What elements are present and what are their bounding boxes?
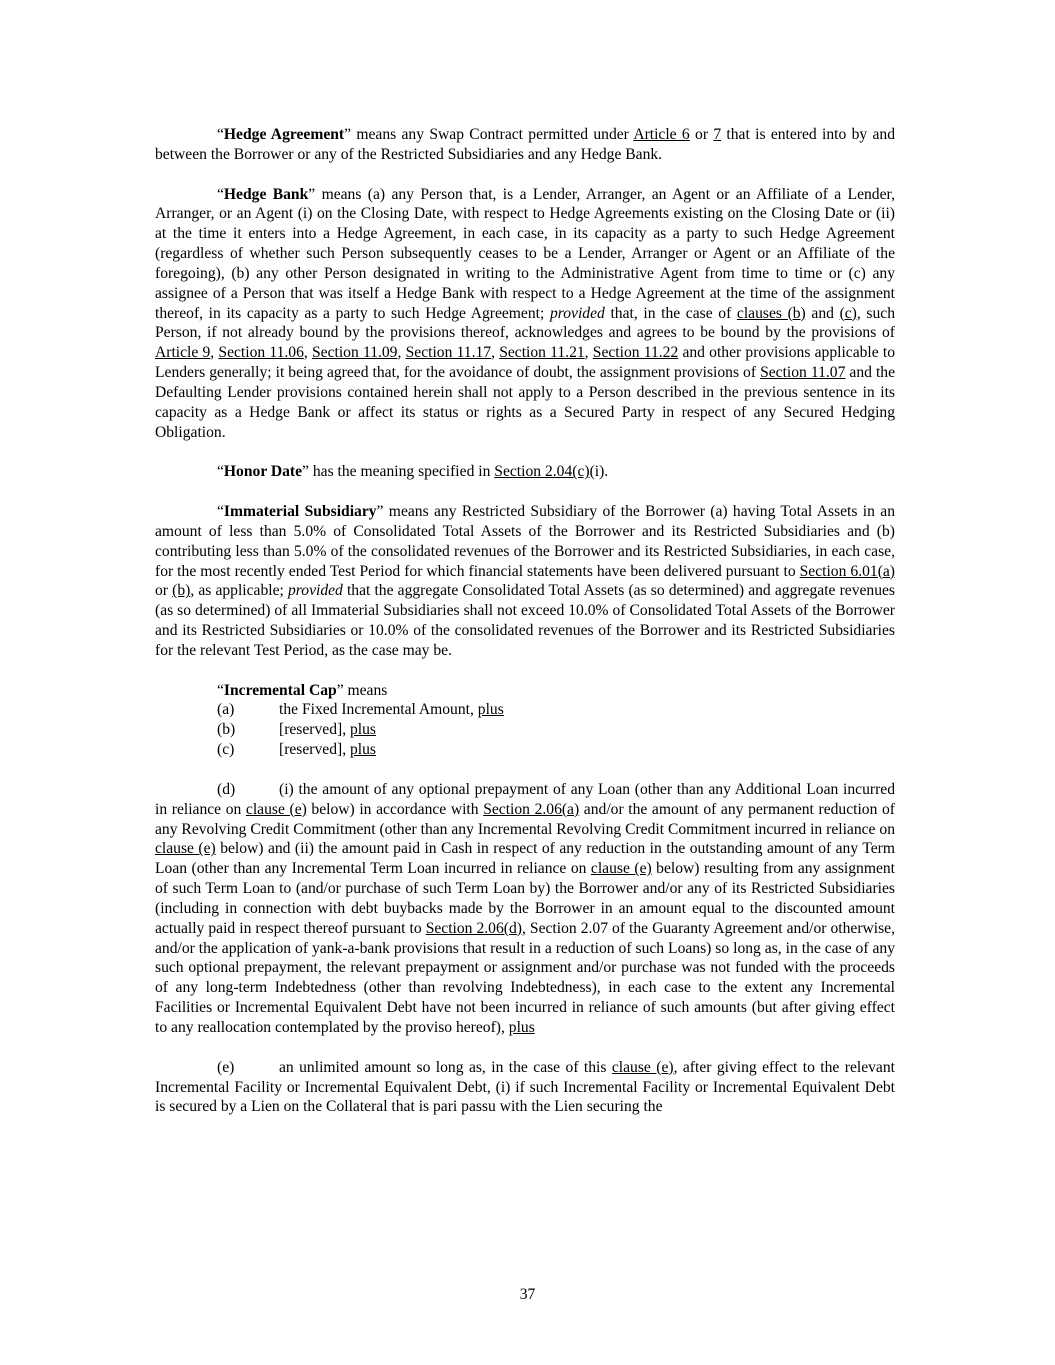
separator-text: , [584, 344, 593, 362]
definition-text: and [805, 304, 840, 322]
cross-reference-link[interactable]: Article 6 [633, 126, 690, 143]
definition-text: , such Person, if not already bound by the provisions thereof, acknowledges and agrees to be bound by the provisions of [155, 304, 895, 342]
cross-reference-link[interactable]: Section 2.04(c) [494, 463, 590, 481]
cross-reference-link[interactable]: clause (e) [245, 800, 307, 818]
definition-text: that, in the case of [604, 304, 737, 322]
item-body: , Section 2.07 of the Guaranty Agreement and/or otherwise, and/or the application of yank-a-bank provisions that result in a reduction of such Loans) so long as, in the case of any such optional prepayment, the relevant prepayment or assignment and/or purchase was not funded with the proceeds of any long-term Indebtedness (other than revolving Indebtedness), in each case to the extent any Incremental Facilities or Incremental Equivalent Debt have not been incurred in reliance of such amounts (but after giving effect to any reallocation contemplated by the proviso hereof), [155, 919, 895, 1036]
definition-text: means (a) any Person that, is a Lender, Arranger, an Agent or an Affiliate of a Lender, Arranger, or an Agent (i) on the Closing Date, with respect to Hedge Agreements existing on the Closing Date or (ii) at the time it enters into a Hedge Agreement, in each case, in its capacity as a party to such Hedge Agreement (regardless of whether such Person subsequently ceases to be a Lender, Arranger or Agent or an Affiliate of the foregoing), (b) any other Person designated in writing to the Administrative Agent from time to time or (c) any assignee of a Person that was itself a Hedge Bank with respect to a Hedge Agreement at the time of the assignment thereof, in its capacity as a party to such Hedge Agreement; [155, 185, 895, 322]
proviso-term: provided [287, 582, 343, 600]
definition-text: means any Swap Contract permitted under [351, 126, 634, 143]
item-text [279, 700, 504, 720]
definition-text: means any Restricted Subsidiary of the Borrower (a) having Total Assets in an amount of less than 5.0% of Consolidated Total Assets of the Borrower and its Restricted Subsidiaries and (b) contributing less than 5.0% of the consolidated revenues of the Borrower and its Restricted Subsidiaries, in each case, for the most recently ended Test Period for which financial statements have been delivered pursuant to [155, 503, 895, 580]
item-body: the Fixed Incremental Amount, [279, 701, 478, 719]
item-body: and/or the amount of any permanent reduction of any Revolving Credit Commitment (other than any Incremental Revolving Credit Commitment incurred in reliance on [155, 800, 895, 838]
definition-text: or [689, 126, 714, 143]
item-label: (d) [217, 780, 236, 798]
definition-text: has the meaning specified in [308, 463, 495, 481]
cross-reference-link[interactable]: clause (e) [590, 860, 652, 878]
definition-text: or [155, 582, 173, 600]
cross-reference-link[interactable]: (c) [839, 304, 857, 322]
cross-reference-link[interactable]: Section 11.17 [405, 344, 492, 362]
item-body: below) and (ii) the amount paid in Cash in respect of any reduction in the outstanding amount of any Term Loan (other than any Incremental Term Loan incurred in reliance on [155, 840, 896, 878]
cross-reference-link[interactable]: Section 11.21 [499, 344, 585, 362]
item-label: (e) [217, 1058, 235, 1076]
definition-text: that the aggregate Consolidated Total Assets (as so determined) and aggregate revenues (as so determined) of all Immaterial Subsidiaries shall not exceed 10.0% of Consolidated Total Assets of the Borrower and its Restricted Subsidiaries or 10.0% of the consolidated revenues of the Borrower and its Restricted Subsidiaries for the relevant Test Period, as the case may be. [155, 582, 895, 659]
item-body: [reserved], [279, 721, 350, 739]
plus-term: plus [350, 721, 376, 739]
cross-reference-link[interactable]: clause (e) [155, 840, 216, 858]
item-text [279, 740, 376, 760]
proviso-term: provided [549, 304, 605, 322]
definition-text: means [343, 681, 388, 699]
list-item-a [217, 700, 895, 720]
close-quote: ” [302, 463, 309, 481]
cross-reference-link[interactable]: Section 2.06(a) [483, 800, 580, 818]
definition-hedge-bank [155, 185, 895, 443]
definition-text: , as applicable; [190, 582, 288, 600]
open-quote: “ [217, 185, 224, 203]
defined-term: Incremental Cap [223, 681, 337, 699]
list-item-c [217, 740, 895, 760]
cross-reference-link[interactable]: 7 [713, 126, 722, 143]
plus-term: plus [350, 741, 376, 759]
item-body: below) resulting from any assignment of such Term Loan to (and/or purchase of such Term Loan by) the Borrower and/or any of its Restricted Subsidiaries (including in connection with debt buybacks made by the Borrower in an amount equal to the discounted amount actually paid in respect thereof pursuant to [155, 860, 895, 937]
item-body: (i) the amount of any optional prepayment of any Loan (other than any Additional Loan incurred in reliance on [155, 780, 895, 818]
definition-text: and the Defaulting Lender provisions contained herein shall not apply to a Person described in the previous sentence in its capacity as a Hedge Bank or affect its status or rights as a Secured Party in respect of any Secured Hedging Obligation. [155, 364, 895, 441]
cross-reference-link[interactable]: Section 11.06 [218, 344, 304, 362]
definition-text: that is entered into by and between the Borrower or any of the Restricted Subsidiaries and any Hedge Bank. [155, 126, 895, 163]
list-item-b [217, 720, 895, 740]
plus-term: plus [477, 701, 504, 719]
close-quote: ” [376, 503, 384, 521]
definition-text: (i). [589, 463, 609, 481]
defined-term: Hedge Bank [223, 185, 309, 203]
item-body: below) in accordance with [306, 800, 484, 818]
defined-term: Immaterial Subsidiary [223, 503, 377, 521]
item-label: (b) [217, 721, 236, 739]
item-label: (a) [217, 701, 235, 719]
item-label: (c) [217, 741, 235, 759]
cross-reference-link[interactable]: Section 11.07 [760, 364, 846, 382]
cross-reference-link[interactable]: clauses (b) [736, 304, 806, 322]
definition-hedge-agreement [155, 125, 895, 165]
separator-text: , [303, 344, 312, 362]
close-quote: ” [308, 185, 316, 203]
item-body: , after giving effect to the relevant Incremental Facility or Incremental Equivalent Debt, (i) if such Incremental Facility or Incremental Equivalent Debt is secured by a Lien on the Collateral that is pari passu with the Lien securing the [155, 1058, 895, 1116]
cross-reference-link[interactable]: (b) [172, 582, 191, 600]
close-quote: ” [336, 681, 344, 699]
defined-term: Hedge Agreement [223, 126, 345, 143]
cross-reference-link[interactable]: Section 2.06(d) [425, 919, 522, 937]
cross-reference-link[interactable]: Section 11.09 [312, 344, 398, 362]
definition-incremental-cap [155, 681, 895, 701]
definition-honor-date [155, 462, 895, 482]
separator-text: , [210, 344, 219, 362]
cross-reference-link[interactable]: clause (e) [611, 1058, 674, 1076]
close-quote: ” [344, 126, 352, 143]
separator-text: , [397, 344, 406, 362]
document-page [155, 125, 895, 1117]
item-body: an unlimited amount so long as, in the case of this [279, 1058, 612, 1076]
cross-reference-link[interactable]: Article 9 [155, 344, 211, 362]
item-body: [reserved], [279, 741, 350, 759]
definition-text: and other provisions applicable to Lenders generally; it being agreed that, for the avoidance of doubt, the assignment provisions of [155, 344, 896, 382]
definition-immaterial-subsidiary [155, 502, 895, 661]
open-quote: “ [217, 463, 224, 481]
defined-term: Honor Date [223, 463, 303, 481]
plus-term: plus [508, 1018, 535, 1036]
separator-text: , [491, 344, 500, 362]
page-number: 37 [519, 1286, 536, 1303]
cross-reference-link[interactable]: Section 11.22 [592, 344, 679, 362]
list-item-e [155, 1058, 895, 1118]
cross-reference-link[interactable]: Section 6.01(a) [799, 562, 895, 580]
open-quote: “ [217, 503, 224, 521]
open-quote: “ [217, 681, 224, 699]
list-item-d [155, 780, 895, 1038]
item-text [279, 720, 376, 740]
open-quote: “ [217, 126, 224, 143]
